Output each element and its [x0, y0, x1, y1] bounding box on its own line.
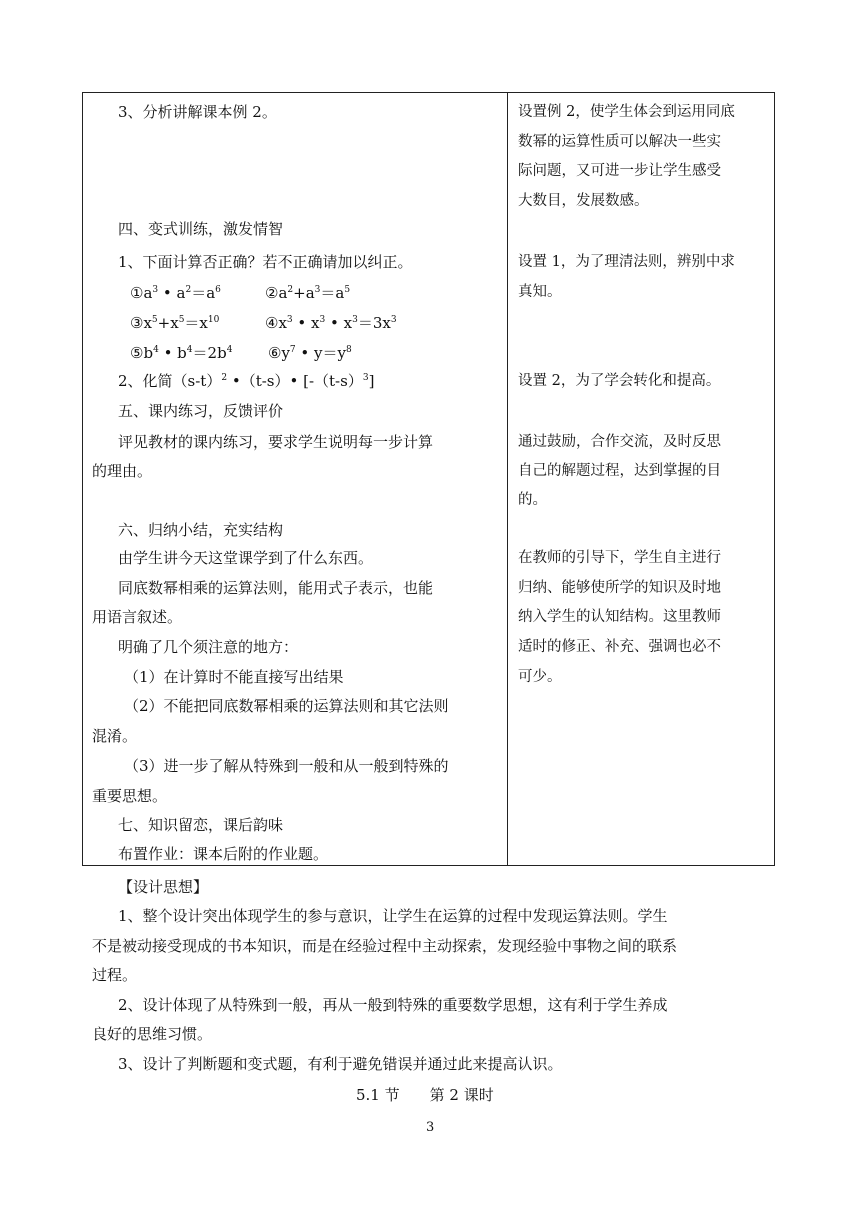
note-1: （1）在计算时不能直接写出结果 [124, 668, 344, 686]
design-p1-line2: 不是被动接受现成的书本知识，而是在经验过程中主动探索，发现经验中事物之间的联系 [92, 937, 678, 955]
note-right-1: 设置例 2，使学生体会到运用同底 [518, 104, 735, 120]
note-right-13: 纳入学生的认知结构。这里教师 [518, 609, 721, 625]
note-right-10: 的。 [518, 492, 547, 508]
homework-line: 布置作业：课本后附的作业题。 [118, 845, 329, 863]
note-right-4: 大数目，发展数感。 [518, 193, 649, 209]
note-right-2: 数幂的运算性质可以解决一些实 [518, 134, 721, 150]
design-p1-line3: 过程。 [92, 966, 138, 984]
note-2: （2）不能把同底数幂相乘的运算法则和其它法则 [124, 697, 449, 715]
note-right-9: 自己的解题过程，达到掌握的目 [518, 463, 721, 479]
note-right-7: 设置 2，为了学会转化和提高。 [518, 373, 721, 389]
page-number: 3 [426, 1120, 435, 1135]
formula-6: $⑥y^7$ • $y=y^8$ [268, 344, 352, 362]
summary-line-3: 用语言叙述。 [92, 608, 183, 626]
practice-line-1: 评见教材的课内练习，要求学生说明每一步计算 [118, 433, 434, 451]
section-6-heading: 六、归纳小结，充实结构 [118, 521, 284, 539]
section-7-heading: 七、知识留恋，课后韵味 [118, 816, 284, 834]
formula-5: $⑤b^4$ • $b^4=2b^4$ [130, 344, 233, 362]
table-column-divider [507, 92, 508, 866]
note-right-12: 归纳、能够使所学的知识及时地 [518, 580, 721, 596]
note-right-5: 设置 1，为了理清法则，辨别中求 [518, 254, 735, 270]
note-right-8: 通过鼓励，合作交流，及时反思 [518, 434, 721, 450]
practice-line-2: 的理由。 [92, 462, 153, 480]
note-right-15: 可少。 [518, 669, 562, 685]
summary-line-2: 同底数幂相乘的运算法则，能用式子表示，也能 [118, 579, 434, 597]
step-3-line: 3、分析讲解课本例 2。 [118, 103, 277, 121]
design-p2-line1: 2、设计体现了从特殊到一般，再从一般到特殊的重要数学思想，这有利于学生养成 [118, 996, 668, 1014]
note-right-14: 适时的修正、补充、强调也必不 [518, 639, 721, 655]
section-title: 5.1 节 第 2 课时 [356, 1086, 494, 1104]
exercise-1-prompt: 1、下面计算否正确？若不正确请加以纠正。 [118, 253, 413, 271]
formula-1: $①a^3$ • $a^2=a^6$ [130, 284, 221, 302]
exercise-2-simplify: 2、化简$(s-t)^2$ •（t-s）• $[-(t-s)^3]$ [118, 372, 375, 390]
summary-line-4: 明确了几个须注意的地方： [118, 638, 299, 656]
note-2-cont: 混淆。 [92, 727, 138, 745]
formula-2: $②a^2+a^3=a^5$ [265, 284, 351, 302]
note-right-3: 际问题，又可进一步让学生感受 [518, 163, 721, 179]
note-right-6: 真知。 [518, 284, 562, 300]
design-p2-line2: 良好的思维习惯。 [92, 1025, 213, 1043]
section-4-heading: 四、变式训练，激发情智 [118, 220, 284, 238]
note-right-11: 在教师的引导下，学生自主进行 [518, 550, 721, 566]
formula-4: $④x^3$ • $x^3$ • $x^3=3x^3$ [265, 314, 397, 332]
design-p3: 3、设计了判断题和变式题，有利于避免错误并通过此来提高认识。 [118, 1055, 563, 1073]
note-3-cont: 重要思想。 [92, 787, 168, 805]
formula-3: $③x^5+x^5=x^{10}$ [130, 314, 220, 332]
design-heading: 【设计思想】 [118, 878, 209, 896]
section-5-heading: 五、课内练习，反馈评价 [118, 402, 284, 420]
summary-line-1: 由学生讲今天这堂课学到了什么东西。 [118, 549, 374, 567]
note-3: （3）进一步了解从特殊到一般和从一般到特殊的 [124, 757, 449, 775]
design-p1-line1: 1、整个设计突出体现学生的参与意识，让学生在运算的过程中发现运算法则。学生 [118, 907, 668, 925]
